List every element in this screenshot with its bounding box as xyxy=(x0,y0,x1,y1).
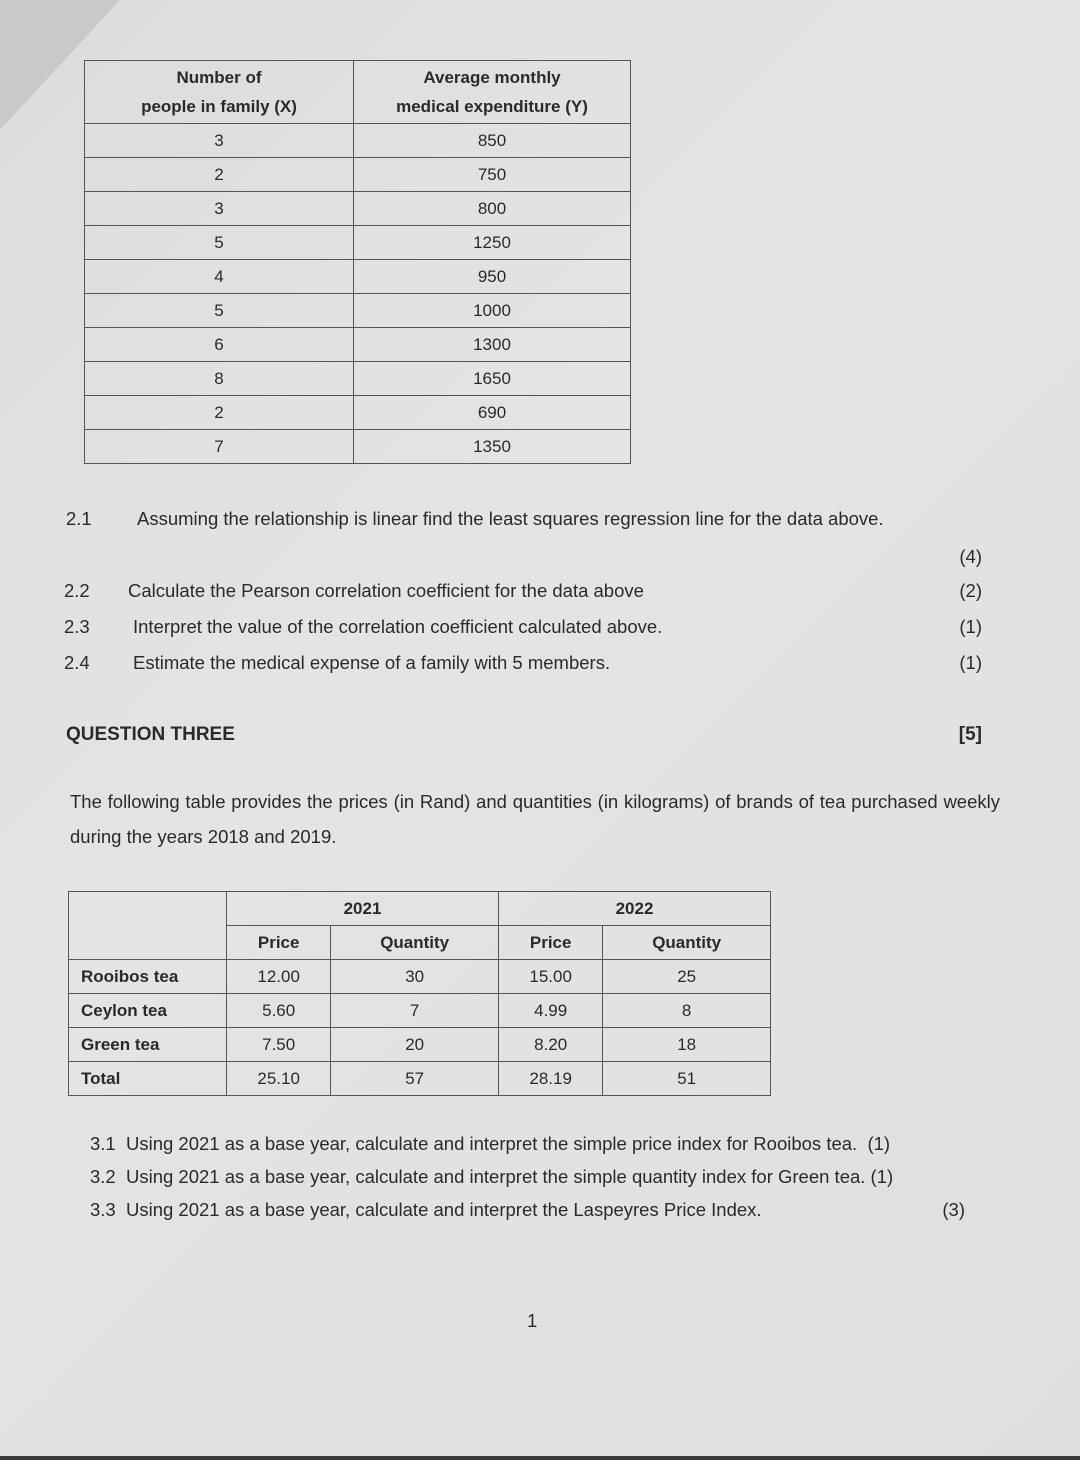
tea-brand-cell: Ceylon tea xyxy=(69,994,227,1028)
table-row xyxy=(85,260,631,294)
header-y-line2: medical expenditure (Y) xyxy=(396,97,588,116)
family-size-cell: 2 xyxy=(85,158,354,192)
price-header: Price xyxy=(498,926,602,960)
table-row xyxy=(85,362,631,396)
tea-brand-cell: Green tea xyxy=(69,1028,227,1062)
expenditure-cell: 850 xyxy=(354,124,631,158)
blank-header-cell xyxy=(69,892,227,960)
table-row xyxy=(69,1062,771,1096)
price-cell: 7.50 xyxy=(227,1028,331,1062)
tea-brand-cell: Total xyxy=(69,1062,227,1096)
table-row xyxy=(69,994,771,1028)
family-expenditure-table xyxy=(84,60,631,464)
year-2021-header: 2021 xyxy=(227,892,499,926)
question-marks: (1) xyxy=(959,652,982,673)
table-row xyxy=(85,294,631,328)
family-size-cell: 5 xyxy=(85,294,354,328)
family-size-cell: 7 xyxy=(85,430,354,464)
question-text: 3.1 Using 2021 as a base year, calculate and interpret the simple price index for Rooibos tea. (1) xyxy=(90,1133,891,1154)
table-row xyxy=(69,1028,771,1062)
question-number: 2.1 xyxy=(66,508,92,529)
expenditure-cell: 1350 xyxy=(354,430,631,464)
section-heading: QUESTION THREE xyxy=(66,724,235,745)
question-text: Interpret the value of the correlation coefficient calculated above. xyxy=(133,616,663,637)
table-row xyxy=(85,158,631,192)
page-number: 1 xyxy=(527,1310,538,1331)
table-row xyxy=(85,124,631,158)
price-cell: 28.19 xyxy=(498,1062,602,1096)
question-text: 3.2 Using 2021 as a base year, calculate and interpret the simple quantity index for Green tea. (1) xyxy=(90,1166,894,1187)
table-row xyxy=(85,328,631,362)
expenditure-cell: 1300 xyxy=(354,328,631,362)
family-size-cell: 6 xyxy=(85,328,354,362)
expenditure-cell: 750 xyxy=(354,158,631,192)
question-marks: (3) xyxy=(942,1199,965,1220)
family-size-cell: 5 xyxy=(85,226,354,260)
quantity-cell: 51 xyxy=(603,1062,771,1096)
quantity-cell: 20 xyxy=(331,1028,499,1062)
table2-body xyxy=(69,960,771,1096)
price-cell: 4.99 xyxy=(498,994,602,1028)
question-number: 2.4 xyxy=(64,652,90,673)
quantity-cell: 18 xyxy=(603,1028,771,1062)
family-size-cell: 3 xyxy=(85,124,354,158)
family-size-cell: 3 xyxy=(85,192,354,226)
question-number: 2.3 xyxy=(64,616,90,637)
expenditure-cell: 1000 xyxy=(354,294,631,328)
question-text: 3.3 Using 2021 as a base year, calculate and interpret the Laspeyres Price Index. xyxy=(90,1199,762,1220)
expenditure-cell: 1650 xyxy=(354,362,631,396)
year-2022-header: 2022 xyxy=(498,892,770,926)
table-header-row xyxy=(85,61,631,124)
table-row xyxy=(85,192,631,226)
table-row xyxy=(85,430,631,464)
price-cell: 8.20 xyxy=(498,1028,602,1062)
price-cell: 15.00 xyxy=(498,960,602,994)
expenditure-cell: 1250 xyxy=(354,226,631,260)
question-marks: (1) xyxy=(959,616,982,637)
question-marks: (2) xyxy=(959,580,982,601)
table-year-row xyxy=(69,892,771,926)
expenditure-cell: 690 xyxy=(354,396,631,430)
table-row xyxy=(85,396,631,430)
section-marks: [5] xyxy=(958,724,982,745)
price-cell: 12.00 xyxy=(227,960,331,994)
header-y xyxy=(354,61,631,124)
family-size-cell: 4 xyxy=(85,260,354,294)
quantity-cell: 30 xyxy=(331,960,499,994)
bottom-edge xyxy=(0,1456,1080,1460)
question-marks: (4) xyxy=(959,546,982,567)
family-size-cell: 8 xyxy=(85,362,354,396)
header-x-line1: Number of xyxy=(176,68,262,87)
question-number: 2.2 xyxy=(64,580,90,601)
table1-body xyxy=(85,124,631,464)
table-row xyxy=(69,960,771,994)
quantity-cell: 57 xyxy=(331,1062,499,1096)
quantity-cell: 8 xyxy=(603,994,771,1028)
header-y-line1: Average monthly xyxy=(423,68,561,87)
quantity-header: Quantity xyxy=(603,926,771,960)
question-text: Assuming the relationship is linear find the least squares regression line for the data above. xyxy=(137,508,884,529)
price-header: Price xyxy=(227,926,331,960)
family-size-cell: 2 xyxy=(85,396,354,430)
intro-paragraph: The following table provides the prices (in Rand) and quantities (in kilograms) of brands of tea purchased weekly during the years 2018 and 2019. xyxy=(70,791,1000,847)
header-x xyxy=(85,61,354,124)
question-text: Estimate the medical expense of a family with 5 members. xyxy=(133,652,611,673)
expenditure-cell: 800 xyxy=(354,192,631,226)
quantity-cell: 7 xyxy=(331,994,499,1028)
tea-prices-table xyxy=(68,891,771,1096)
quantity-cell: 25 xyxy=(603,960,771,994)
question-text: Calculate the Pearson correlation coefficient for the data above xyxy=(128,580,644,601)
tea-brand-cell: Rooibos tea xyxy=(69,960,227,994)
price-cell: 25.10 xyxy=(227,1062,331,1096)
expenditure-cell: 950 xyxy=(354,260,631,294)
price-cell: 5.60 xyxy=(227,994,331,1028)
table-row xyxy=(85,226,631,260)
header-x-line2: people in family (X) xyxy=(141,97,297,116)
quantity-header: Quantity xyxy=(331,926,499,960)
